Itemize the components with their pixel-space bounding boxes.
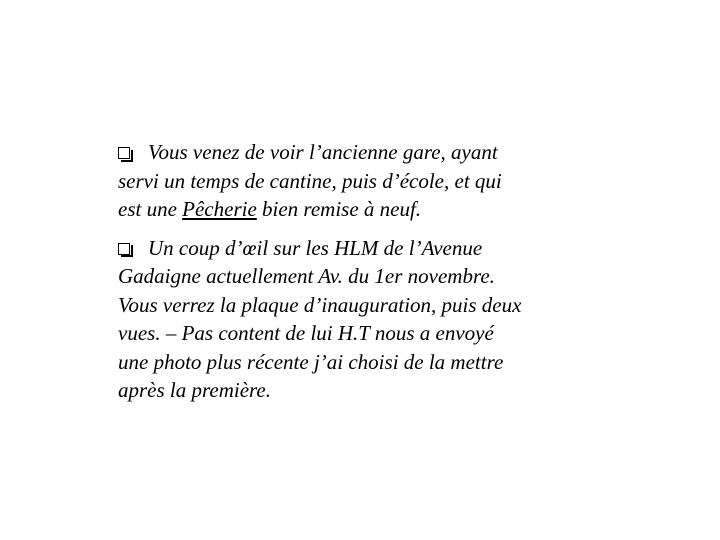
- paragraph-hlm-line-3: Vous verrez la plaque d’inauguration, puis deux: [118, 292, 522, 317]
- slide-text-body: [118, 138, 618, 415]
- paragraph-gare-line-3-start: est une: [118, 197, 183, 221]
- paragraph-gare-line-1: Vous venez de voir l’ancienne gare, ayant: [148, 140, 498, 164]
- paragraph-gare: [118, 138, 618, 224]
- paragraph-gare-line-3-end: bien remise à neuf.: [256, 197, 422, 221]
- paragraph-gare-line-2: servi un temps de cantine, puis d’école, et qui: [118, 168, 502, 193]
- paragraph-hlm-line-2: Gadaigne actuellement Av. du 1er novembre.: [118, 264, 495, 288]
- paragraph-hlm-line-4: vues. – Pas content de lui H.T nous a envoyé: [118, 321, 494, 345]
- pecherie-underlined-word: Pêcherie: [182, 197, 257, 221]
- square-bullet-icon: [118, 243, 130, 255]
- paragraph-hlm-line-1: Un coup d’œil sur les HLM de l’Avenue: [148, 235, 483, 260]
- paragraph-hlm: [118, 234, 618, 405]
- square-bullet-icon: [118, 147, 130, 159]
- paragraph-hlm-line-5: une photo plus récente j’ai choisi de la mettre: [118, 349, 504, 374]
- paragraph-hlm-line-6: après la première.: [118, 378, 271, 402]
